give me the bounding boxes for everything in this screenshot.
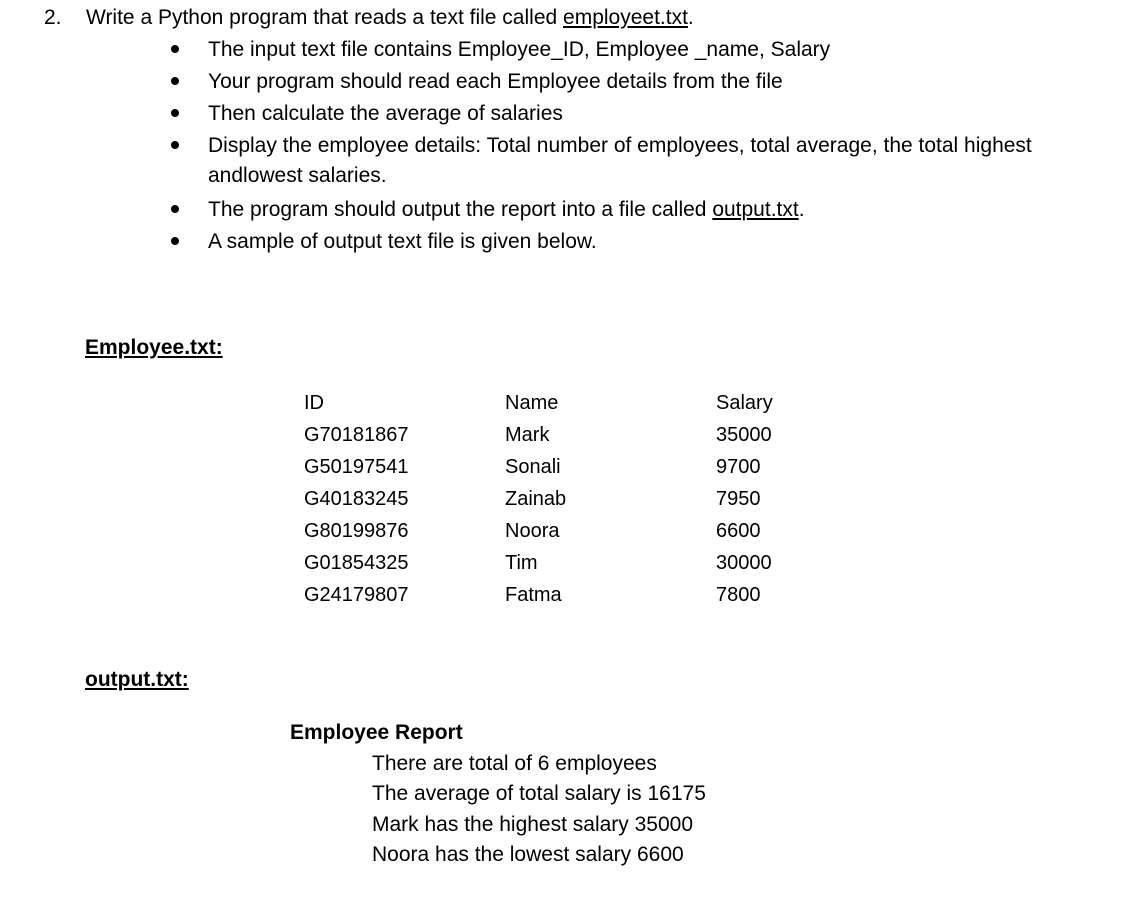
bullet-item-1: The input text file contains Employee_ID, Employee _name, Salary [208, 38, 831, 61]
bullet-dot [171, 77, 179, 85]
row-6-id: G24179807 [304, 584, 409, 606]
row-2-salary: 9700 [716, 456, 761, 478]
bullet-item-6: A sample of output text file is given below. [208, 230, 597, 253]
report-line-total: There are total of 6 employees [372, 752, 657, 775]
question-number: 2. [44, 6, 62, 29]
bullet-dot [171, 109, 179, 117]
row-3-id: G40183245 [304, 488, 409, 510]
bullet-item-2: Your program should read each Employee details from the file [208, 70, 783, 93]
question-text [86, 6, 694, 30]
bullet-dot [171, 141, 179, 149]
row-1-id: G70181867 [304, 424, 409, 446]
bullet-item-4-continued: andlowest salaries. [208, 164, 387, 187]
output-file-link[interactable]: output.txt [712, 198, 799, 221]
row-4-name: Noora [505, 520, 560, 542]
question-text-before: Write a Python program that reads a text file called [86, 6, 564, 29]
bullet-item-3: Then calculate the average of salaries [208, 102, 563, 125]
report-line-average: The average of total salary is 16175 [372, 782, 706, 805]
header-salary: Salary [716, 392, 773, 414]
bullet-dot [171, 205, 179, 213]
row-1-name: Mark [505, 424, 550, 446]
row-3-name: Zainab [505, 488, 567, 510]
bullet-item-5-period: . [798, 198, 805, 221]
row-5-id: G01854325 [304, 552, 409, 574]
bullet-dot [171, 45, 179, 53]
input-file-link[interactable]: employeet.txt [563, 6, 688, 29]
header-id: ID [304, 392, 324, 414]
row-6-name: Fatma [505, 584, 562, 606]
row-3-salary: 7950 [716, 488, 761, 510]
bullet-dot [171, 237, 179, 245]
row-4-id: G80199876 [304, 520, 409, 542]
row-5-salary: 30000 [716, 552, 772, 574]
row-6-salary: 7800 [716, 584, 761, 606]
employee-file-label: Employee.txt: [85, 336, 223, 359]
bullet-item-5 [208, 198, 805, 222]
bullet-item-4: Display the employee details: Total number of employees, total average, the total highest [208, 134, 1032, 157]
report-title: Employee Report [290, 721, 463, 744]
row-2-name: Sonali [505, 456, 561, 478]
row-5-name: Tim [505, 552, 538, 574]
output-file-label: output.txt: [85, 668, 189, 691]
row-1-salary: 35000 [716, 424, 772, 446]
bullet-item-5-text: The program should output the report into a file called [208, 198, 713, 221]
report-line-lowest: Noora has the lowest salary 6600 [372, 843, 684, 866]
question-text-after: . [687, 6, 694, 29]
header-name: Name [505, 392, 559, 414]
report-line-highest: Mark has the highest salary 35000 [372, 813, 694, 836]
row-2-id: G50197541 [304, 456, 409, 478]
row-4-salary: 6600 [716, 520, 761, 542]
